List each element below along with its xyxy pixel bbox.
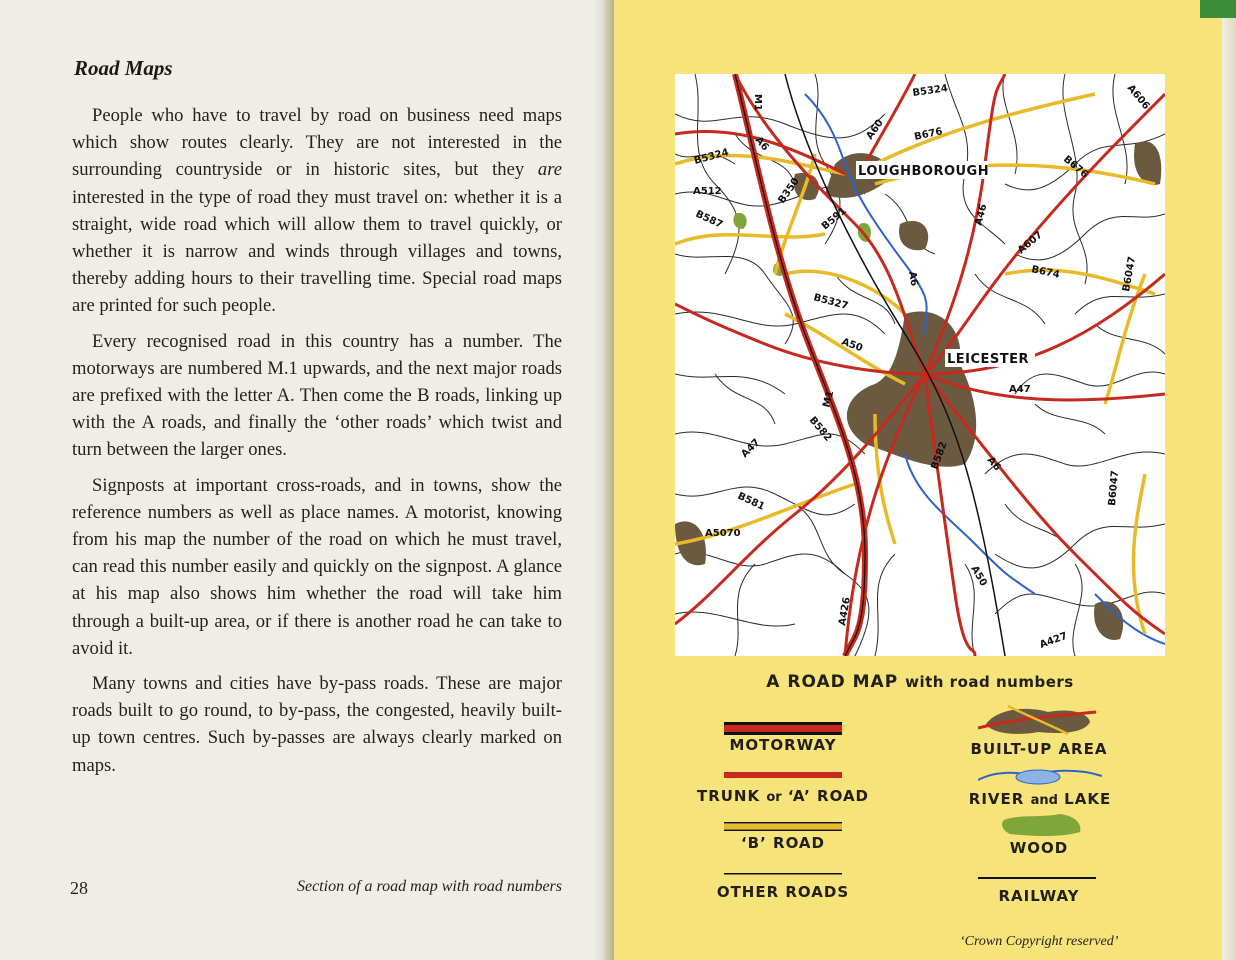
road-label: B674	[1030, 264, 1061, 281]
town-leicester: LEICESTER	[947, 352, 1030, 367]
other-road-symbol	[724, 873, 842, 877]
road-label: A47	[1009, 384, 1031, 395]
road-label: A512	[693, 186, 722, 197]
road-label: B5324	[911, 83, 949, 99]
road-label: A426	[837, 596, 853, 627]
page-heading: Road Maps	[74, 56, 173, 80]
legend-other-roads: OTHER ROADS	[716, 883, 850, 901]
paragraph-3: Signposts at important cross-roads, and in towns, show the reference numbers as well as place names. A motorist, knowing from his map the number of the road on which he must travel, can read this number easily and quickly on the signpost. A glance at his map also shows him whether the road will take him through a built-up area, or if there is another road he can take to avoid it.	[72, 474, 562, 659]
road-label: A50	[839, 336, 865, 355]
road-label: B6047	[1107, 469, 1122, 507]
road-label: A427	[1038, 630, 1069, 651]
road-label: A6	[906, 270, 920, 288]
wood-symbol	[1000, 812, 1084, 838]
legend-wood: WOOD	[1009, 839, 1069, 857]
road-label: A46	[973, 203, 990, 227]
legend-b-road: ‘B’ ROAD	[740, 834, 825, 852]
road-label: A607	[1015, 229, 1045, 257]
woods	[733, 213, 871, 276]
road-label: A6	[984, 454, 1003, 474]
road-label: B582	[929, 440, 950, 472]
road-label: B6047	[1121, 255, 1139, 293]
road-label: B582	[806, 414, 834, 444]
paragraph-1: People who have to travel by road on business need maps which show routes clearly. They are not interested in the surrounding countryside or in historic sites, but they are interested in the type of road they must travel on: whether it is a straight, wide road which will allow them to travel quickly, or whether it is narrow and winds through villages and towns, thereby adding hours to their travelling time. Special road maps are printed for such people.	[72, 105, 562, 317]
road-label: A6	[752, 134, 771, 154]
road-label: A60	[864, 117, 886, 142]
town-loughborough: LOUGHBOROUGH	[858, 164, 990, 179]
road-label: B350	[776, 176, 802, 206]
road-label: M1	[821, 389, 837, 409]
legend-built-up-area: BUILT-UP AREA	[970, 740, 1108, 758]
road-label: B676	[1061, 153, 1090, 181]
copyright-note: ‘Crown Copyright reserved’	[960, 934, 1119, 949]
figure-caption: Section of a road map with road numbers	[296, 878, 562, 895]
railway-symbol	[978, 877, 1096, 881]
cover-edge	[1222, 0, 1236, 960]
page-number: 28	[70, 878, 88, 898]
road-label: B676	[913, 126, 944, 143]
road-label: A606	[1124, 82, 1152, 112]
built-up-symbol	[978, 704, 1096, 738]
a-road-symbol	[724, 772, 842, 780]
legend-motorway: MOTORWAY	[729, 736, 837, 754]
road-label: B5327	[812, 292, 850, 313]
legend-trunk-road: TRUNK or ‘A’ ROAD	[696, 787, 870, 805]
paragraph-2: Every recognised road in this country has a number. The motorways are numbered M.1 upwards, and the next major roads are prefixed with the letter A. Then come the B roads, linking up with the A roads, and finally the ‘other roads’ which twist and turn between the larger ones.	[72, 330, 562, 461]
map-title: A ROAD MAP with road numbers	[766, 672, 1074, 692]
paragraph-4: Many towns and cities have by-pass roads. These are major roads built to go round, to by-pass, the congested, heavily built-up town centres. Such by-passes are always clearly marked on maps.	[72, 673, 562, 776]
road-label: A47	[739, 437, 763, 461]
body-text	[72, 102, 562, 787]
b-road-symbol	[724, 822, 842, 832]
road-map-svg	[675, 74, 1165, 656]
road-label: A5070	[705, 528, 741, 539]
road-label: B591	[819, 205, 849, 233]
road-label: B5324	[692, 147, 731, 167]
legend-railway: RAILWAY	[998, 887, 1080, 905]
road-label: A50	[968, 564, 989, 589]
road-label: B587	[693, 208, 725, 231]
river-lake-symbol	[978, 766, 1102, 788]
left-page	[0, 0, 612, 960]
road-label: M1	[752, 94, 763, 111]
cover-corner	[1200, 0, 1236, 18]
motorway-symbol	[724, 722, 842, 736]
road-map	[675, 74, 1165, 656]
legend-river-lake: RIVER and LAKE	[968, 790, 1112, 808]
road-label: B581	[735, 490, 767, 513]
